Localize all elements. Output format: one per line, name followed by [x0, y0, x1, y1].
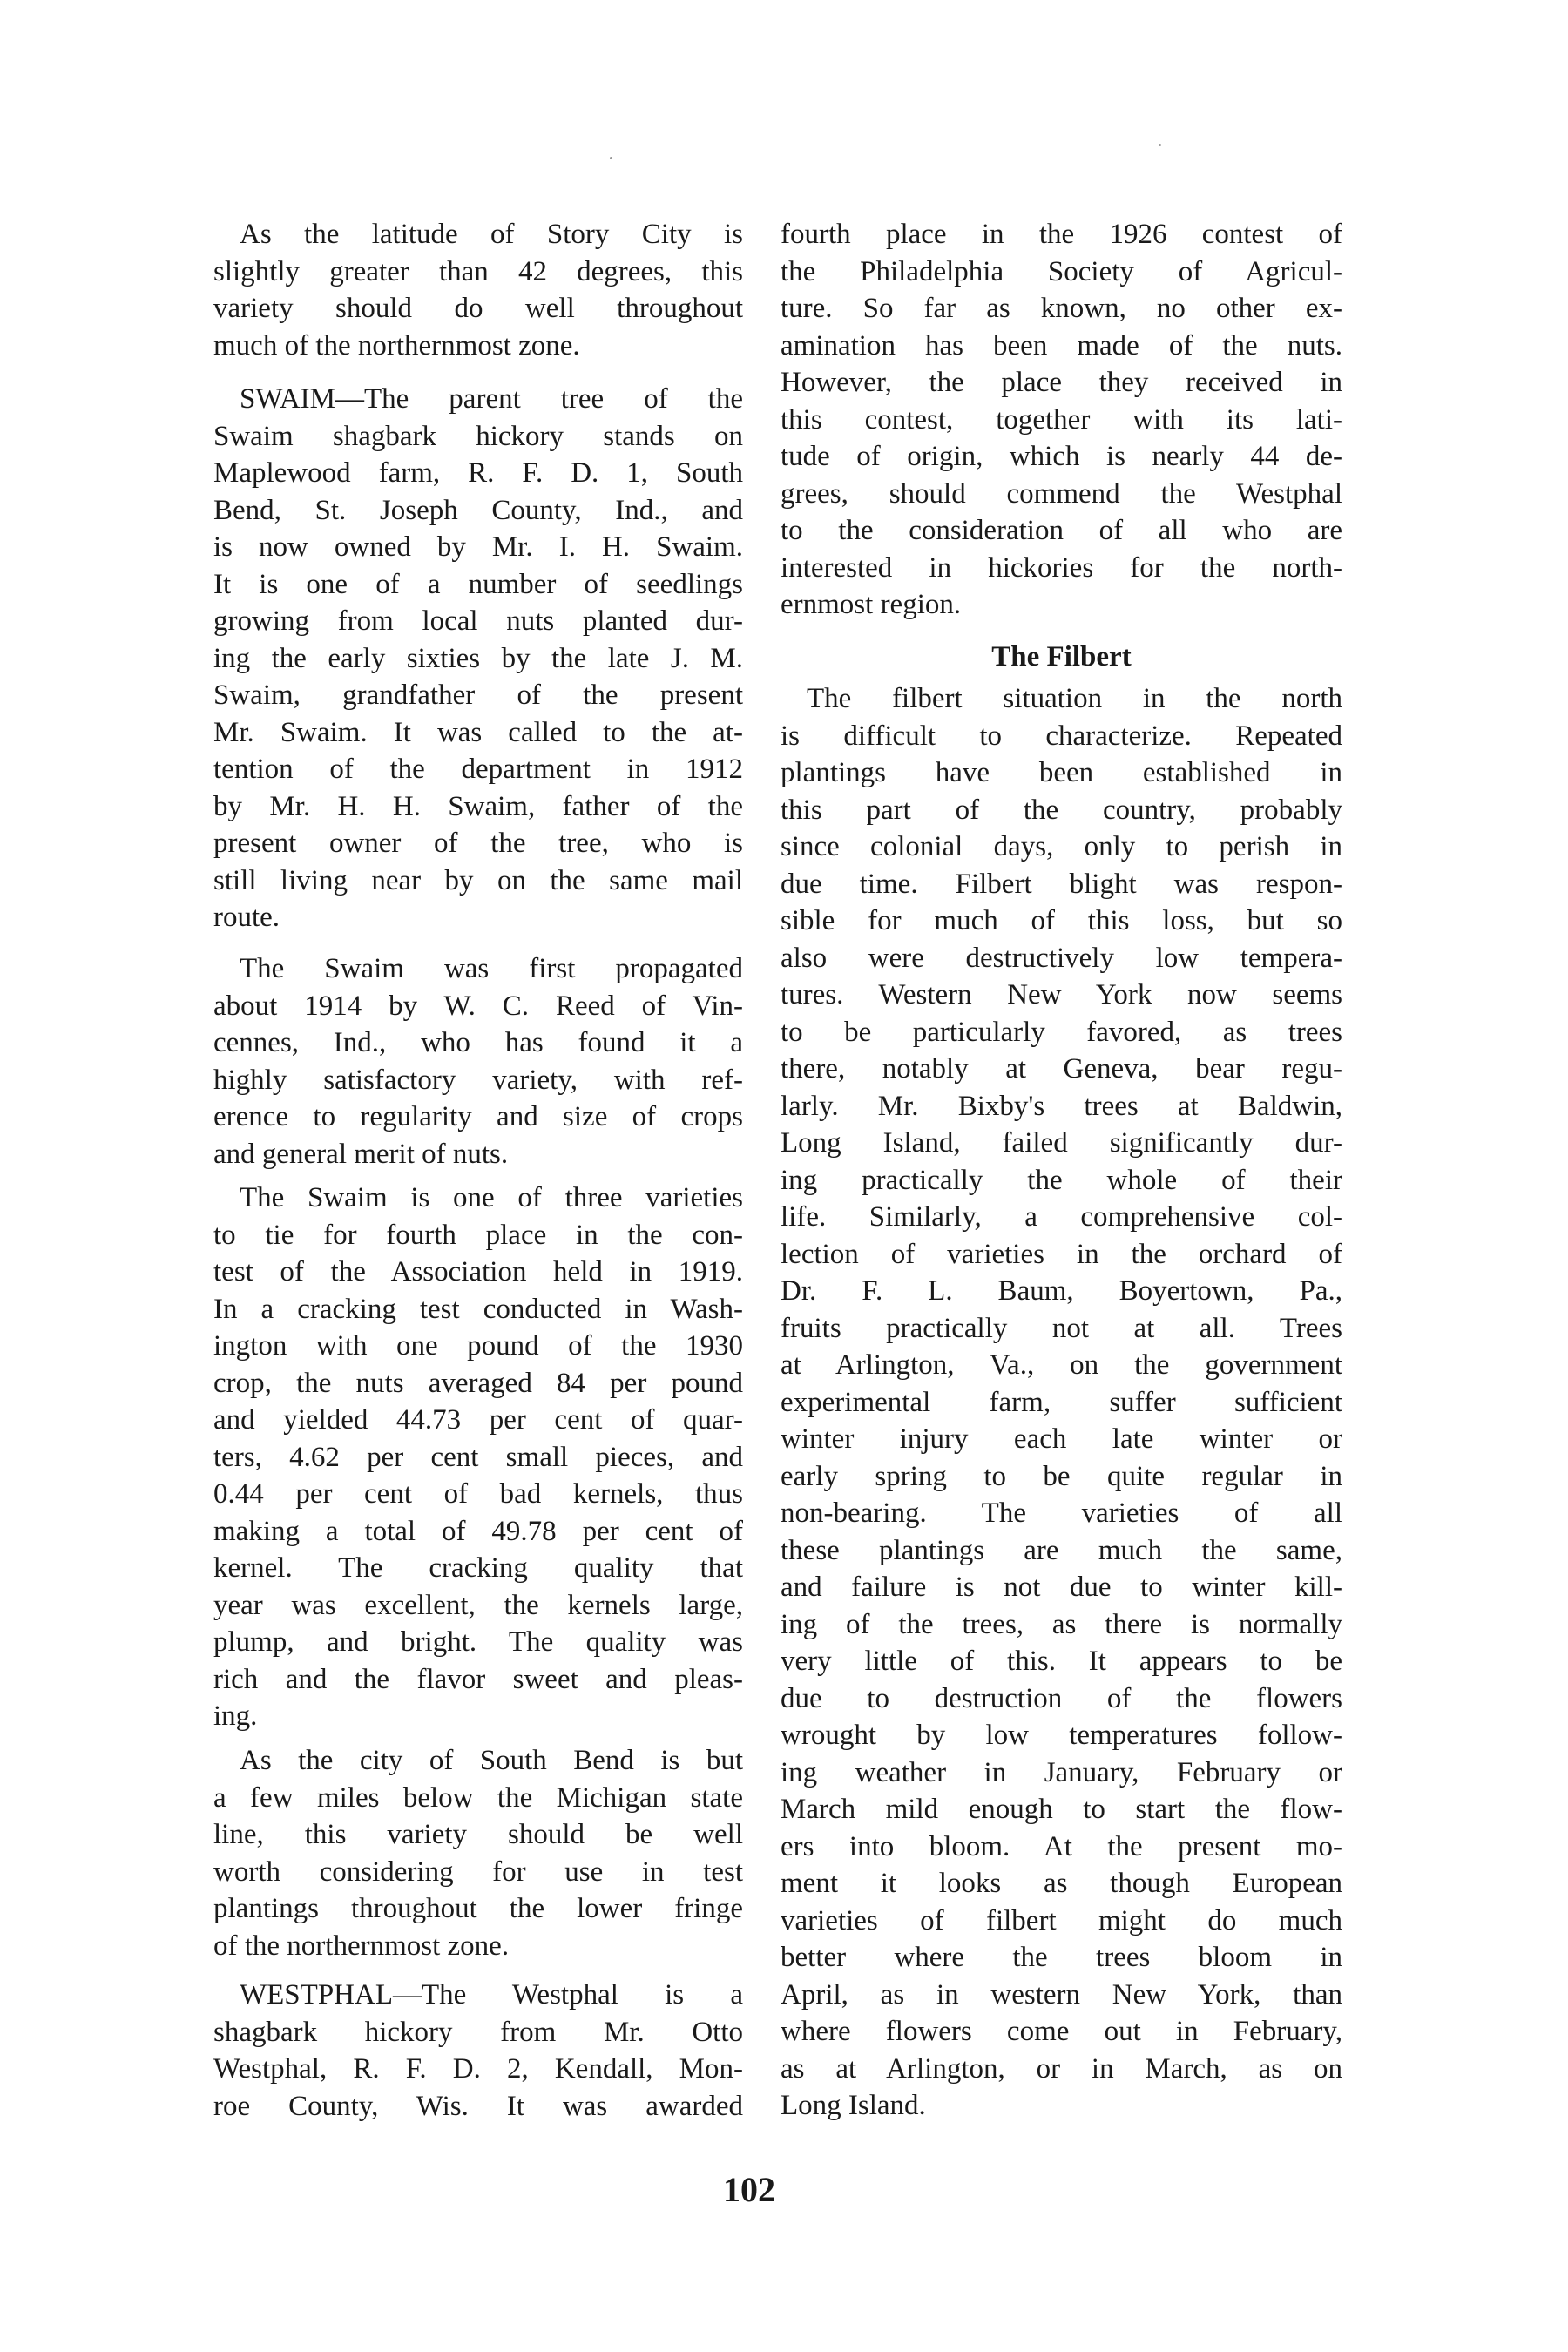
text-line: tures. Western New York now seems	[781, 979, 1342, 1010]
text-line: ington with one pound of the 1930	[213, 1330, 743, 1362]
text-line: and failure is not due to winter kill-	[781, 1571, 1342, 1603]
text-line: shagbark hickory from Mr. Otto	[213, 2016, 743, 2048]
text-line: a few miles below the Michigan state	[213, 1781, 743, 1814]
paragraph	[213, 1977, 743, 2125]
text-line: crop, the nuts averaged 84 per pound	[213, 1367, 743, 1399]
text-line: Bend, St. Joseph County, Ind., and	[213, 494, 743, 526]
text-line: plantings throughout the lower fringe	[213, 1893, 743, 1924]
text-line: these plantings are much the same,	[781, 1534, 1342, 1566]
text-line: by Mr. H. H. Swaim, father of the	[213, 790, 743, 822]
text-line: WESTPHAL—The Westphal is a	[240, 1979, 743, 2011]
text-line: cennes, Ind., who has found it a	[213, 1027, 743, 1058]
text-line: wrought by low temperatures follow-	[781, 1720, 1342, 1751]
text-line: to the consideration of all who are	[781, 515, 1342, 546]
text-line: highly satisfactory variety, with ref-	[213, 1064, 743, 1096]
text-line: sible for much of this loss, but so	[781, 905, 1342, 936]
text-line: variety should do well throughout	[213, 293, 743, 324]
text-line: line, this variety should be well	[213, 1819, 743, 1850]
text-line: The Swaim is one of three varieties	[240, 1182, 743, 1213]
text-line: of the northernmost zone.	[213, 1930, 510, 1962]
text-line: about 1914 by W. C. Reed of Vin-	[213, 990, 743, 1022]
text-line: ment it looks as though European	[781, 1868, 1342, 1899]
text-line: ing.	[213, 1700, 258, 1732]
text-line: April, as in western New York, than	[781, 1978, 1342, 2011]
text-line: interested in hickories for the north-	[781, 551, 1342, 584]
text-line: ters, 4.62 per cent small pieces, and	[213, 1441, 743, 1473]
text-line: better where the trees bloom in	[781, 1942, 1342, 1973]
text-line: lection of varieties in the orchard of	[781, 1238, 1342, 1270]
text-line: test of the Association held in 1919.	[213, 1256, 743, 1288]
text-line: In a cracking test conducted in Wash-	[213, 1293, 743, 1325]
text-line: early spring to be quite regular in	[781, 1460, 1342, 1492]
text-line: The filbert situation in the north	[807, 683, 1342, 714]
text-line: the Philadelphia Society of Agricul-	[781, 255, 1342, 287]
text-line: at Arlington, Va., on the government	[781, 1349, 1342, 1381]
text-line: grees, should commend the Westphal	[781, 477, 1342, 510]
text-line: ing the early sixties by the late J. M.	[213, 642, 743, 674]
text-line: ing weather in January, February or	[781, 1756, 1342, 1788]
page-number: 102	[723, 2170, 775, 2209]
text-line: making a total of 49.78 per cent of	[213, 1515, 743, 1547]
text-line: this part of the country, probably	[781, 794, 1342, 826]
text-line: and general merit of nuts.	[213, 1138, 509, 1170]
text-line: tention of the department in 1912	[213, 754, 743, 785]
text-line: Dr. F. L. Baum, Boyertown, Pa.,	[781, 1275, 1342, 1307]
text-line: non-bearing. The varieties of all	[781, 1497, 1342, 1529]
text-line: It is one of a number of seedlings	[213, 568, 743, 600]
text-line: growing from local nuts planted dur-	[213, 605, 743, 637]
text-line: slightly greater than 42 degrees, this	[213, 255, 743, 287]
text-line: Long Island.	[781, 2090, 926, 2121]
text-line: varieties of filbert might do much	[781, 1904, 1342, 1936]
text-line: due to destruction of the flowers	[781, 1682, 1342, 1714]
text-line: is now owned by Mr. I. H. Swaim.	[213, 531, 743, 563]
text-line: Swaim, grandfather of the present	[213, 679, 743, 711]
text-line: Maplewood farm, R. F. D. 1, South	[213, 457, 743, 489]
paragraph	[213, 216, 743, 364]
text-line: As the latitude of Story City is	[240, 219, 743, 250]
text-line: ing of the trees, as there is normally	[781, 1608, 1342, 1640]
text-line: to be particularly favored, as trees	[781, 1016, 1342, 1048]
text-line: and yielded 44.73 per cent of quar-	[213, 1404, 743, 1436]
text-line: rich and the flavor sweet and pleas-	[213, 1663, 743, 1695]
text-line: erence to regularity and size of crops	[213, 1101, 743, 1132]
text-line: The Swaim was first propagated	[240, 953, 743, 984]
text-line: year was excellent, the kernels large,	[213, 1589, 743, 1621]
text-line: since colonial days, only to perish in	[781, 831, 1342, 862]
text-line: SWAIM—The parent tree of the	[240, 383, 743, 415]
text-line: still living near by on the same mail	[213, 864, 743, 896]
text-line: fourth place in the 1926 contest of	[781, 219, 1342, 250]
text-line: experimental farm, suffer sufficient	[781, 1386, 1342, 1418]
text-line: route.	[213, 902, 280, 933]
text-line: where flowers come out in February,	[781, 2016, 1342, 2047]
text-line: March mild enough to start the flow-	[781, 1794, 1342, 1825]
text-line: amination has been made of the nuts.	[781, 329, 1342, 362]
paragraph	[781, 680, 1342, 2125]
text-line: ing practically the whole of their	[781, 1164, 1342, 1196]
text-line: larly. Mr. Bixby's trees at Baldwin,	[781, 1090, 1342, 1122]
text-line: this contest, together with its lati-	[781, 403, 1342, 436]
scan-speck	[610, 157, 612, 159]
text-line: Westphal, R. F. D. 2, Kendall, Mon-	[213, 2053, 743, 2085]
text-line: present owner of the tree, who is	[213, 828, 743, 859]
paragraph	[213, 381, 743, 936]
text-line: plump, and bright. The quality was	[213, 1626, 743, 1658]
text-line: is difficult to characterize. Repeated	[781, 720, 1342, 752]
text-line: winter injury each late winter or	[781, 1423, 1342, 1455]
text-line: tude of origin, which is nearly 44 de-	[781, 441, 1342, 472]
section-heading: The Filbert	[991, 641, 1132, 672]
text-line: worth considering for use in test	[213, 1855, 743, 1888]
scan-speck	[1159, 144, 1161, 146]
text-line: life. Similarly, a comprehensive col-	[781, 1201, 1342, 1233]
text-line: very little of this. It appears to be	[781, 1646, 1342, 1677]
text-line: As the city of South Bend is but	[240, 1745, 743, 1776]
text-line: due time. Filbert blight was respon-	[781, 868, 1342, 900]
text-line: 0.44 per cent of bad kernels, thus	[213, 1478, 743, 1510]
text-line: as at Arlington, or in March, as on	[781, 2052, 1342, 2085]
text-line: also were destructively low tempera-	[781, 942, 1342, 974]
paragraph	[213, 1742, 743, 1964]
text-line: However, the place they received in	[781, 367, 1342, 398]
text-line: there, notably at Geneva, bear regu-	[781, 1053, 1342, 1085]
text-line: roe County, Wis. It was awarded	[213, 2090, 743, 2122]
text-line: plantings have been established in	[781, 757, 1342, 788]
text-line: Mr. Swaim. It was called to the at-	[213, 716, 743, 748]
text-line: kernel. The cracking quality that	[213, 1552, 743, 1584]
paragraph	[781, 216, 1342, 624]
text-line: ers into bloom. At the present mo-	[781, 1830, 1342, 1862]
text-line: fruits practically not at all. Trees	[781, 1312, 1342, 1344]
text-line: to tie for fourth place in the con-	[213, 1219, 743, 1251]
paragraph	[213, 950, 743, 1173]
text-line: ernmost region.	[781, 589, 962, 620]
paragraph	[213, 1179, 743, 1735]
text-line: Long Island, failed significantly dur-	[781, 1127, 1342, 1159]
text-line: ture. So far as known, no other ex-	[781, 293, 1342, 324]
text-line: Swaim shagbark hickory stands on	[213, 420, 743, 452]
text-line: much of the northernmost zone.	[213, 329, 580, 362]
